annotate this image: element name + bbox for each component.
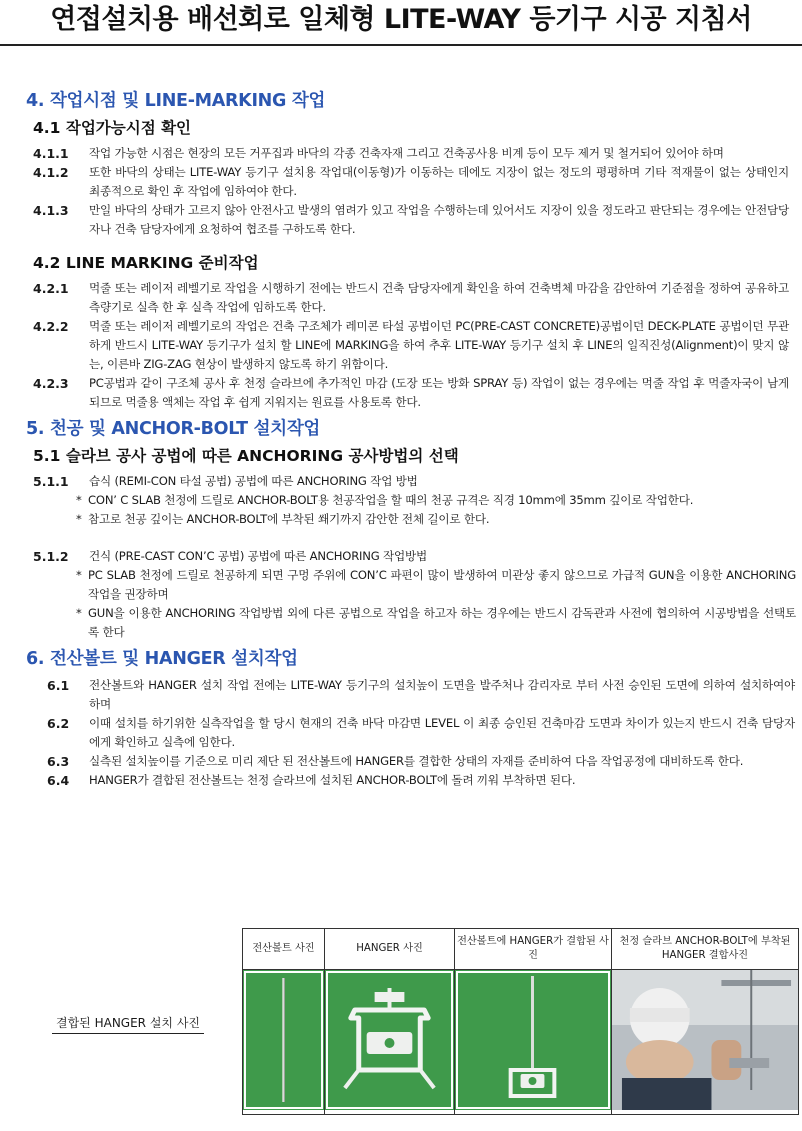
- photo-cell: [612, 970, 799, 1115]
- item-number: 5.1.1: [33, 474, 69, 489]
- photo-cell: [455, 970, 612, 1115]
- item-number: 4.1.3: [33, 203, 69, 218]
- list-item: [0, 752, 802, 771]
- section-4-2-heading: 4.2 LINE MARKING 준비작업: [33, 254, 259, 272]
- photo-header: HANGER 사진: [325, 929, 455, 970]
- section-4-1-heading: 4.1 작업가능시점 확인: [33, 119, 192, 137]
- list-item: [0, 374, 802, 412]
- item-text: 건식 (PRE-CAST CON’C 공법) 공법에 따른 ANCHORING 작업방법: [89, 549, 428, 563]
- item-number: 4.1.1: [33, 146, 69, 161]
- item-text: 습식 (REMI-CON 타설 공법) 공법에 따른 ANCHORING 작업 방법: [89, 474, 418, 488]
- item-text: 작업 가능한 시점은 현장의 모든 거푸집과 바닥의 각종 건축자재 그리고 건축공사용 비계 등이 모두 제거 및 철거되어 있어야 하며: [89, 146, 724, 160]
- asterisk-icon: *: [76, 512, 82, 526]
- list-item: [0, 472, 802, 491]
- document-title: 연접설치용 배선회로 일체형 LITE-WAY 등기구 시공 지침서: [50, 4, 752, 35]
- photo-table: [242, 928, 799, 1115]
- list-item: [0, 317, 802, 374]
- item-text: 실측된 설치높이를 기준으로 미리 제단 된 전산볼트에 HANGER를 결합한 상태의 자재를 준비하여 다음 작업공정에 대비하도록 한다.: [89, 754, 744, 768]
- item-number: 6.1: [47, 678, 70, 693]
- photo-section: [0, 928, 802, 1113]
- bullet-text: CON’ C SLAB 천정에 드릴로 ANCHOR-BOLT용 천공작업을 할 때의 천공 규격은 직경 10mm에 35mm 깊이로 작업한다.: [88, 493, 694, 507]
- bullet-item: [0, 491, 802, 510]
- installation-photo: [612, 970, 798, 1110]
- item-number: 6.4: [47, 773, 70, 788]
- list-item: [0, 144, 802, 163]
- item-text: 이때 설치를 하기위한 실측작업을 할 당시 현재의 건축 바닥 마감면 LEVEL 이 최종 승인된 건축마감 도면과 차이가 있는지 반드시 건축 담당자에게 확인하고 실측에 임한다.: [89, 716, 795, 749]
- photo-cell: [325, 970, 455, 1115]
- asterisk-icon: *: [76, 493, 82, 507]
- asterisk-icon: *: [76, 606, 82, 620]
- bullet-item: [0, 510, 802, 529]
- document-body: [0, 90, 802, 790]
- photo-header: 전산볼트에 HANGER가 결합된 사진: [455, 929, 612, 970]
- bullet-text: PC SLAB 천정에 드릴로 천공하게 되면 구멍 주위에 CON’C 파편이 많이 발생하여 미관상 좋지 않으므로 가급적 GUN을 이용한 ANCHORING 작업을 권장하며: [88, 568, 796, 601]
- photo-header: 전산볼트 사진: [243, 929, 325, 970]
- title-underline: [0, 44, 802, 46]
- photo-caption: 결합된 HANGER 설치 사진: [52, 1014, 204, 1034]
- list-item: [0, 201, 802, 239]
- hanger-photo: [325, 970, 454, 1110]
- photo-header: 천정 슬라브 ANCHOR-BOLT에 부착된 HANGER 결합사진: [612, 929, 799, 970]
- item-number: 4.1.2: [33, 165, 69, 180]
- item-number: 6.2: [47, 716, 70, 731]
- bullet-item: [0, 566, 802, 604]
- section-5-heading: 5. 천공 및 ANCHOR-BOLT 설치작업: [26, 419, 321, 439]
- rod-with-hanger-photo: [455, 970, 611, 1110]
- item-number: 4.2.1: [33, 281, 69, 296]
- list-item: [0, 771, 802, 790]
- item-number: 6.3: [47, 754, 70, 769]
- section-6-heading: 6. 전산볼트 및 HANGER 설치작업: [26, 649, 298, 669]
- list-item: [0, 279, 802, 317]
- item-text: HANGER가 결합된 전산볼트는 천정 슬라브에 설치된 ANCHOR-BOLT에 돌려 끼워 부착하면 된다.: [89, 773, 576, 787]
- list-item: [0, 547, 802, 566]
- item-number: 5.1.2: [33, 549, 69, 564]
- section-4-heading: 4. 작업시점 및 LINE-MARKING 작업: [26, 91, 326, 111]
- item-number: 4.2.2: [33, 319, 69, 334]
- bullet-text: 참고로 천공 깊이는 ANCHOR-BOLT에 부착된 쐐기까지 감안한 전체 길이로 한다.: [88, 512, 490, 526]
- item-text: 또한 바닥의 상태는 LITE-WAY 등기구 설치용 작업대(이동형)가 이동하는 데에도 지장이 없는 정도의 평평하며 기타 적재물이 없는 상태인지 최종적으로 확인 후 작업에 임하여야 한다.: [89, 165, 789, 198]
- photo-cell: [243, 970, 325, 1115]
- list-item: [0, 676, 802, 714]
- asterisk-icon: *: [76, 568, 82, 582]
- list-item: [0, 714, 802, 752]
- section-5-1-heading: 5.1 슬라브 공사 공법에 따른 ANCHORING 공사방법의 선택: [33, 447, 459, 465]
- bullet-text: GUN을 이용한 ANCHORING 작업방법 외에 다른 공법으로 작업을 하고자 하는 경우에는 반드시 감독관과 사전에 협의하여 시공방법을 선택토록 한다: [88, 606, 796, 639]
- item-number: 4.2.3: [33, 376, 69, 391]
- bullet-item: [0, 604, 802, 642]
- item-text: 만일 바닥의 상태가 고르지 않아 안전사고 발생의 염려가 있고 작업을 수행하는데 있어서도 지장이 있을 정도라고 판단되는 경우에는 안전담당자나 건축 담당자에게 요청하여 협조를 구하도록 한다.: [89, 203, 789, 236]
- list-item: [0, 163, 802, 201]
- item-text: 먹줄 또는 레이저 레벨기로의 작업은 건축 구조체가 레미콘 타설 공법이던 PC(PRE-CAST CONCRETE)공법이던 DECK-PLATE 공법이던 무관하게 반드시 LITE-WAY 등기구가 설치 할 LINE에 MARKING을 하여 추후 LITE-WAY 등기구 설치 후 LINE의 일직진성(Alignment)이 맞지 않는, 이른바 ZIG-ZAG 현상이 발생하지 않도록 하기 위함이다.: [89, 319, 789, 371]
- item-text: 먹줄 또는 레이저 레벨기로 작업을 시행하기 전에는 반드시 건축 담당자에게 확인을 하여 건축벽체 마감을 감안하여 기준점을 정하여 공유하고 측량기로 실측 한 후 실측 작업에 임하도록 한다.: [89, 281, 789, 314]
- threaded-rod-photo: [243, 970, 324, 1110]
- item-text: 전산볼트와 HANGER 설치 작업 전에는 LITE-WAY 등기구의 설치높이 도면을 발주처나 감리자로 부터 사전 승인된 도면에 의하여 설치하여야 하며: [89, 678, 795, 711]
- item-text: PC공법과 같이 구조체 공사 후 천정 슬라브에 추가적인 마감 (도장 또는 방화 SPRAY 등) 작업이 없는 경우에는 먹줄 작업 후 먹줄자국이 남게 되므로 먹줄용 액체는 작업 후 쉽게 지워지는 원료를 사용토록 한다.: [89, 376, 789, 409]
